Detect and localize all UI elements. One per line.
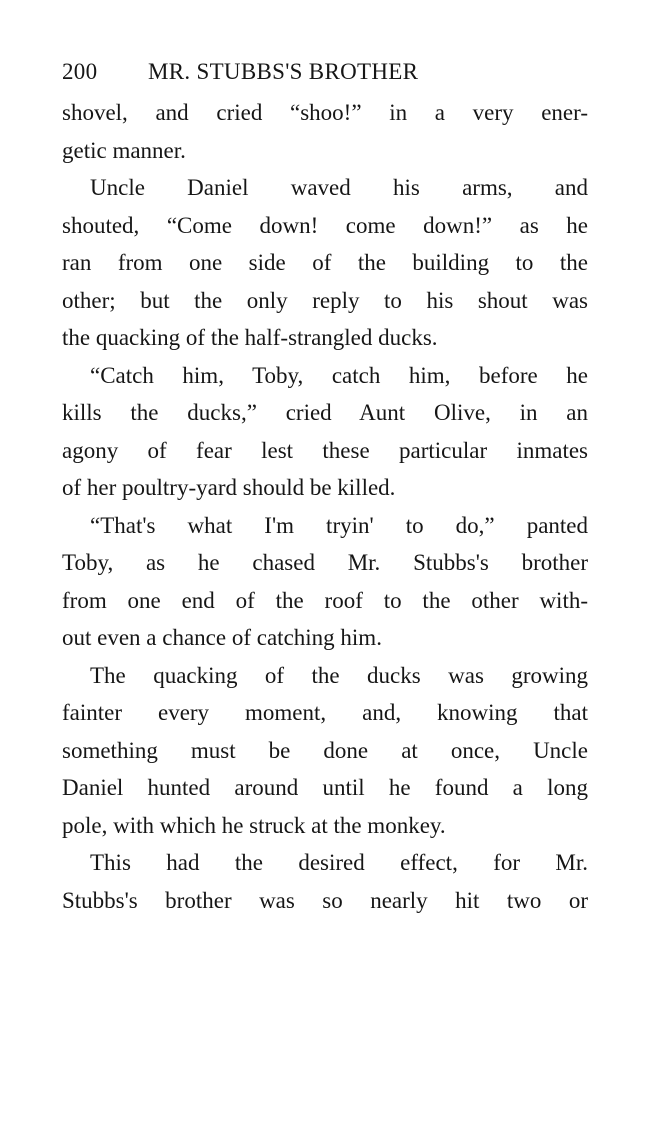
text-line: the quacking of the half-strangled ducks. [62, 325, 438, 350]
text-line: out even a chance of catching him. [62, 625, 382, 650]
text-line: The quacking of the ducks was growing [90, 662, 588, 688]
page-number: 200 [62, 59, 98, 84]
text-line: “Catch him, Toby, catch him, before he [90, 362, 588, 388]
text-line: kills the ducks,” cried Aunt Olive, in an [62, 400, 588, 425]
text-line: shovel, and cried “shoo!” in a very ener- [62, 100, 588, 125]
text-line: Stubbs's brother was so nearly hit two or [62, 887, 588, 913]
text-line: Uncle Daniel waved his arms, and [90, 175, 588, 200]
text-line: of her poultry-yard should be killed. [62, 475, 396, 500]
text-line: shouted, “Come down! come down!” as he [62, 212, 588, 238]
text-line: This had the desired effect, for Mr. [90, 850, 588, 875]
text-line: other; but the only reply to his shout was [62, 287, 588, 313]
text-line: ran from one side of the building to the [62, 250, 588, 275]
body-text [62, 94, 588, 919]
book-page [62, 52, 588, 919]
text-line: something must be done at once, Uncle [62, 737, 588, 763]
text-line: getic manner. [62, 137, 186, 163]
text-line: fainter every moment, and, knowing that [62, 700, 588, 725]
running-head [62, 52, 588, 92]
text-line: “That's what I'm tryin' to do,” panted [90, 512, 588, 538]
text-line: agony of fear lest these particular inmates [62, 437, 588, 463]
text-line: pole, with which he struck at the monkey. [62, 812, 446, 838]
running-title: MR. STUBBS'S BROTHER [148, 59, 419, 84]
text-line: Toby, as he chased Mr. Stubbs's brother [62, 550, 588, 575]
text-line: Daniel hunted around until he found a long [62, 775, 588, 800]
text-line: from one end of the roof to the other with- [62, 587, 588, 613]
